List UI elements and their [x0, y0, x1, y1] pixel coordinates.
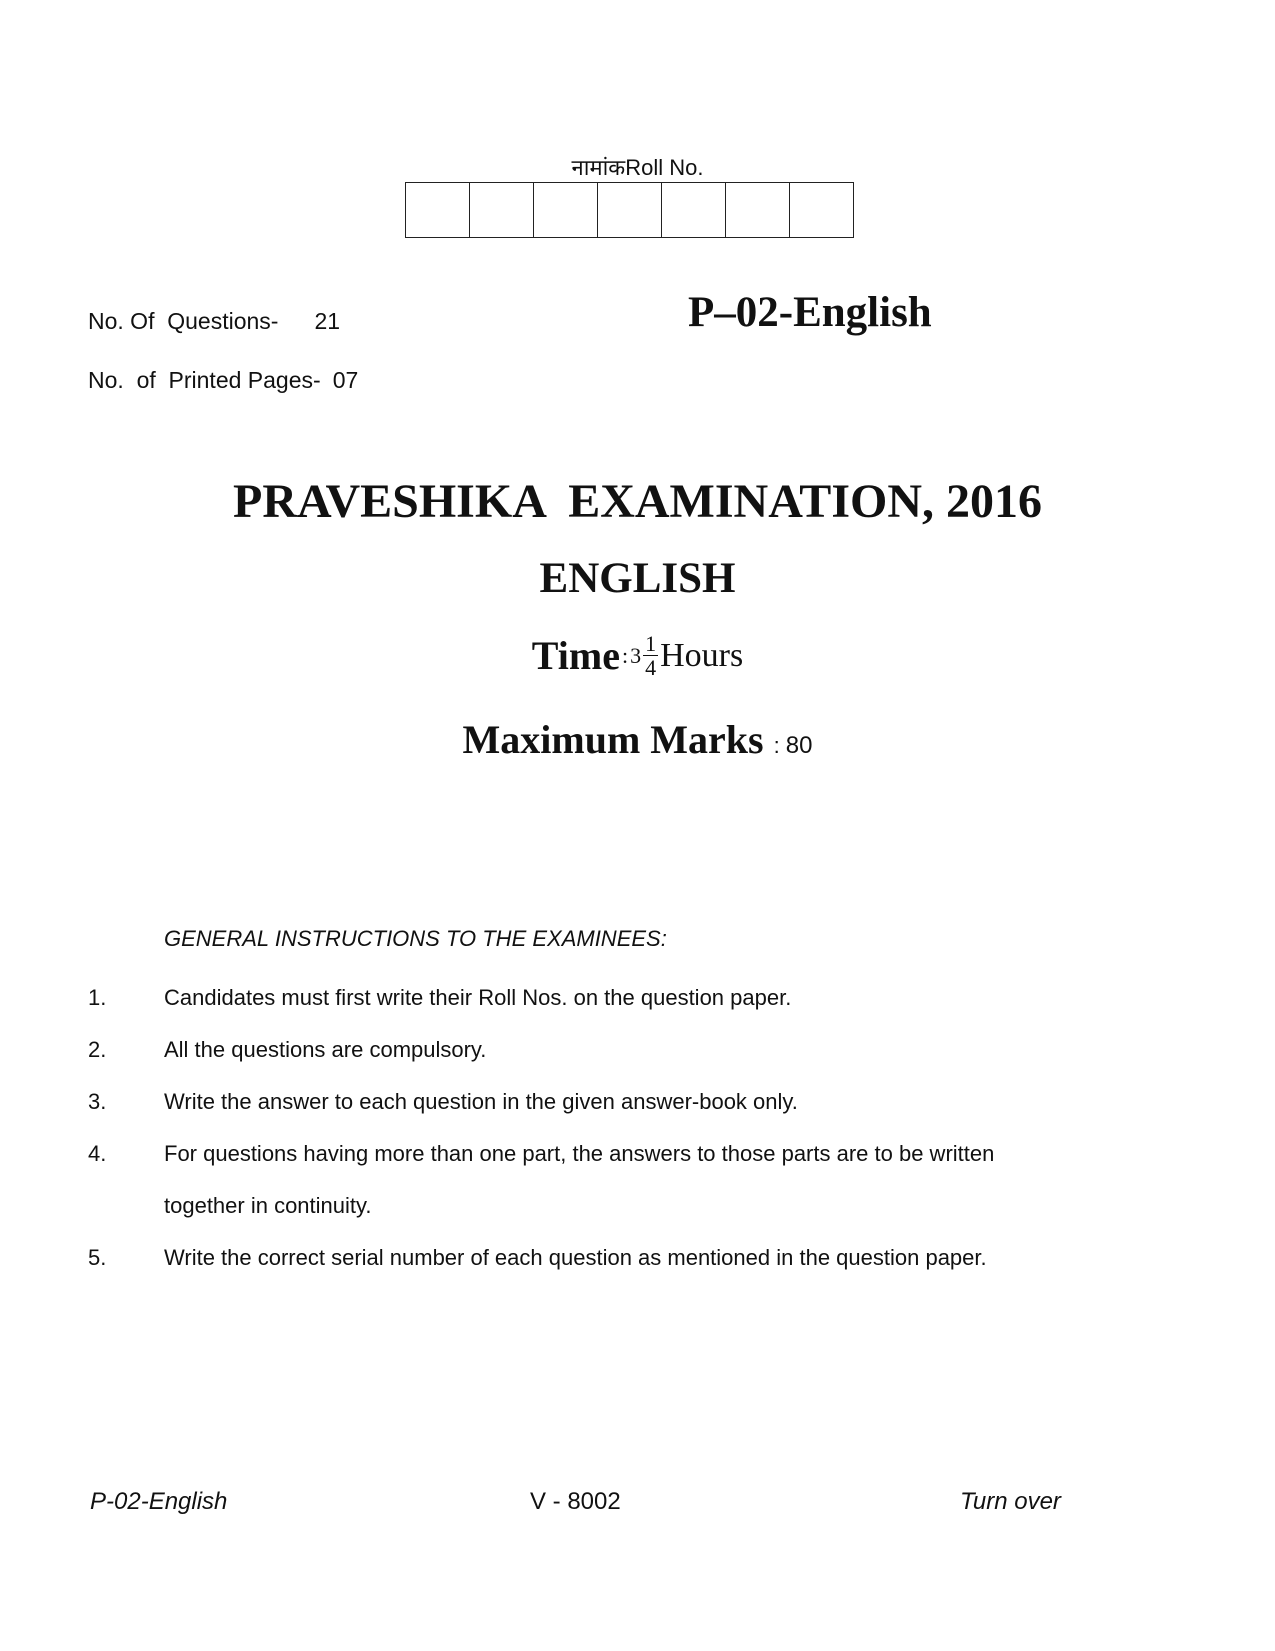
instruction-item: [88, 1024, 1088, 1076]
instruction-text: Write the answer to each question in the given answer-book only.: [164, 1089, 798, 1114]
instructions-heading: GENERAL INSTRUCTIONS TO THE EXAMINEES:: [164, 926, 667, 951]
exam-title: PRAVESHIKA EXAMINATION, 2016: [233, 475, 1042, 528]
roll-number-box[interactable]: [534, 183, 598, 237]
questions-count-value: 21: [314, 308, 341, 334]
footer-turn-over: Turn over: [960, 1488, 1061, 1515]
maximum-marks-value: 80: [785, 732, 813, 759]
time-fraction: [643, 632, 658, 679]
maximum-marks: [0, 716, 1275, 763]
instruction-item: [88, 972, 1088, 1024]
instruction-number: 3.: [88, 1089, 107, 1114]
printed-pages-value: 07: [332, 367, 359, 393]
time-whole-number: 3: [630, 642, 642, 668]
questions-count: [88, 308, 340, 335]
roll-number-box[interactable]: [470, 183, 534, 237]
printed-pages-label: No. of Printed Pages-: [88, 367, 321, 393]
footer-paper-code: P-02-English: [90, 1488, 228, 1515]
instruction-text: For questions having more than one part, the answers to those parts are to be written: [164, 1141, 995, 1166]
footer-version: V - 8002: [530, 1488, 621, 1515]
instruction-text: All the questions are compulsory.: [164, 1037, 487, 1062]
instruction-number: 1.: [88, 985, 107, 1010]
instruction-item: [88, 1076, 1088, 1128]
printed-pages-count: [88, 367, 358, 394]
roll-number-box[interactable]: [790, 183, 854, 237]
exam-duration: [0, 632, 1275, 679]
instruction-number: [88, 1180, 164, 1232]
instruction-text: together in continuity.: [164, 1193, 372, 1218]
maximum-marks-colon: :: [773, 733, 780, 758]
time-label: Time: [531, 633, 620, 678]
instruction-item: [88, 1232, 1088, 1284]
instructions-list: [88, 972, 1088, 1284]
instruction-text: Candidates must first write their Roll Nos. on the question paper.: [164, 985, 792, 1010]
instruction-item-continuation: [88, 1180, 1088, 1232]
maximum-marks-label: Maximum Marks: [462, 717, 764, 762]
roll-number-box[interactable]: [598, 183, 662, 237]
instruction-number: 5.: [88, 1245, 107, 1270]
exam-subject: ENGLISH: [539, 555, 736, 602]
questions-count-label: No. Of Questions-: [88, 308, 279, 334]
time-fraction-numerator: 1: [645, 631, 657, 656]
roll-number-boxes: [405, 182, 854, 238]
roll-number-box[interactable]: [662, 183, 726, 237]
roll-number-label: नामांकRoll No.: [571, 155, 704, 180]
time-fraction-denominator: 4: [645, 655, 657, 680]
instruction-number: 4.: [88, 1141, 107, 1166]
instruction-item: [88, 1128, 1088, 1180]
time-colon: :: [621, 642, 629, 668]
paper-code: P–02-English: [688, 289, 932, 336]
time-unit: Hours: [660, 636, 744, 674]
instruction-text: Write the correct serial number of each question as mentioned in the question paper.: [164, 1245, 987, 1270]
roll-number-box[interactable]: [726, 183, 790, 237]
instruction-number: 2.: [88, 1037, 107, 1062]
roll-number-box[interactable]: [406, 183, 470, 237]
